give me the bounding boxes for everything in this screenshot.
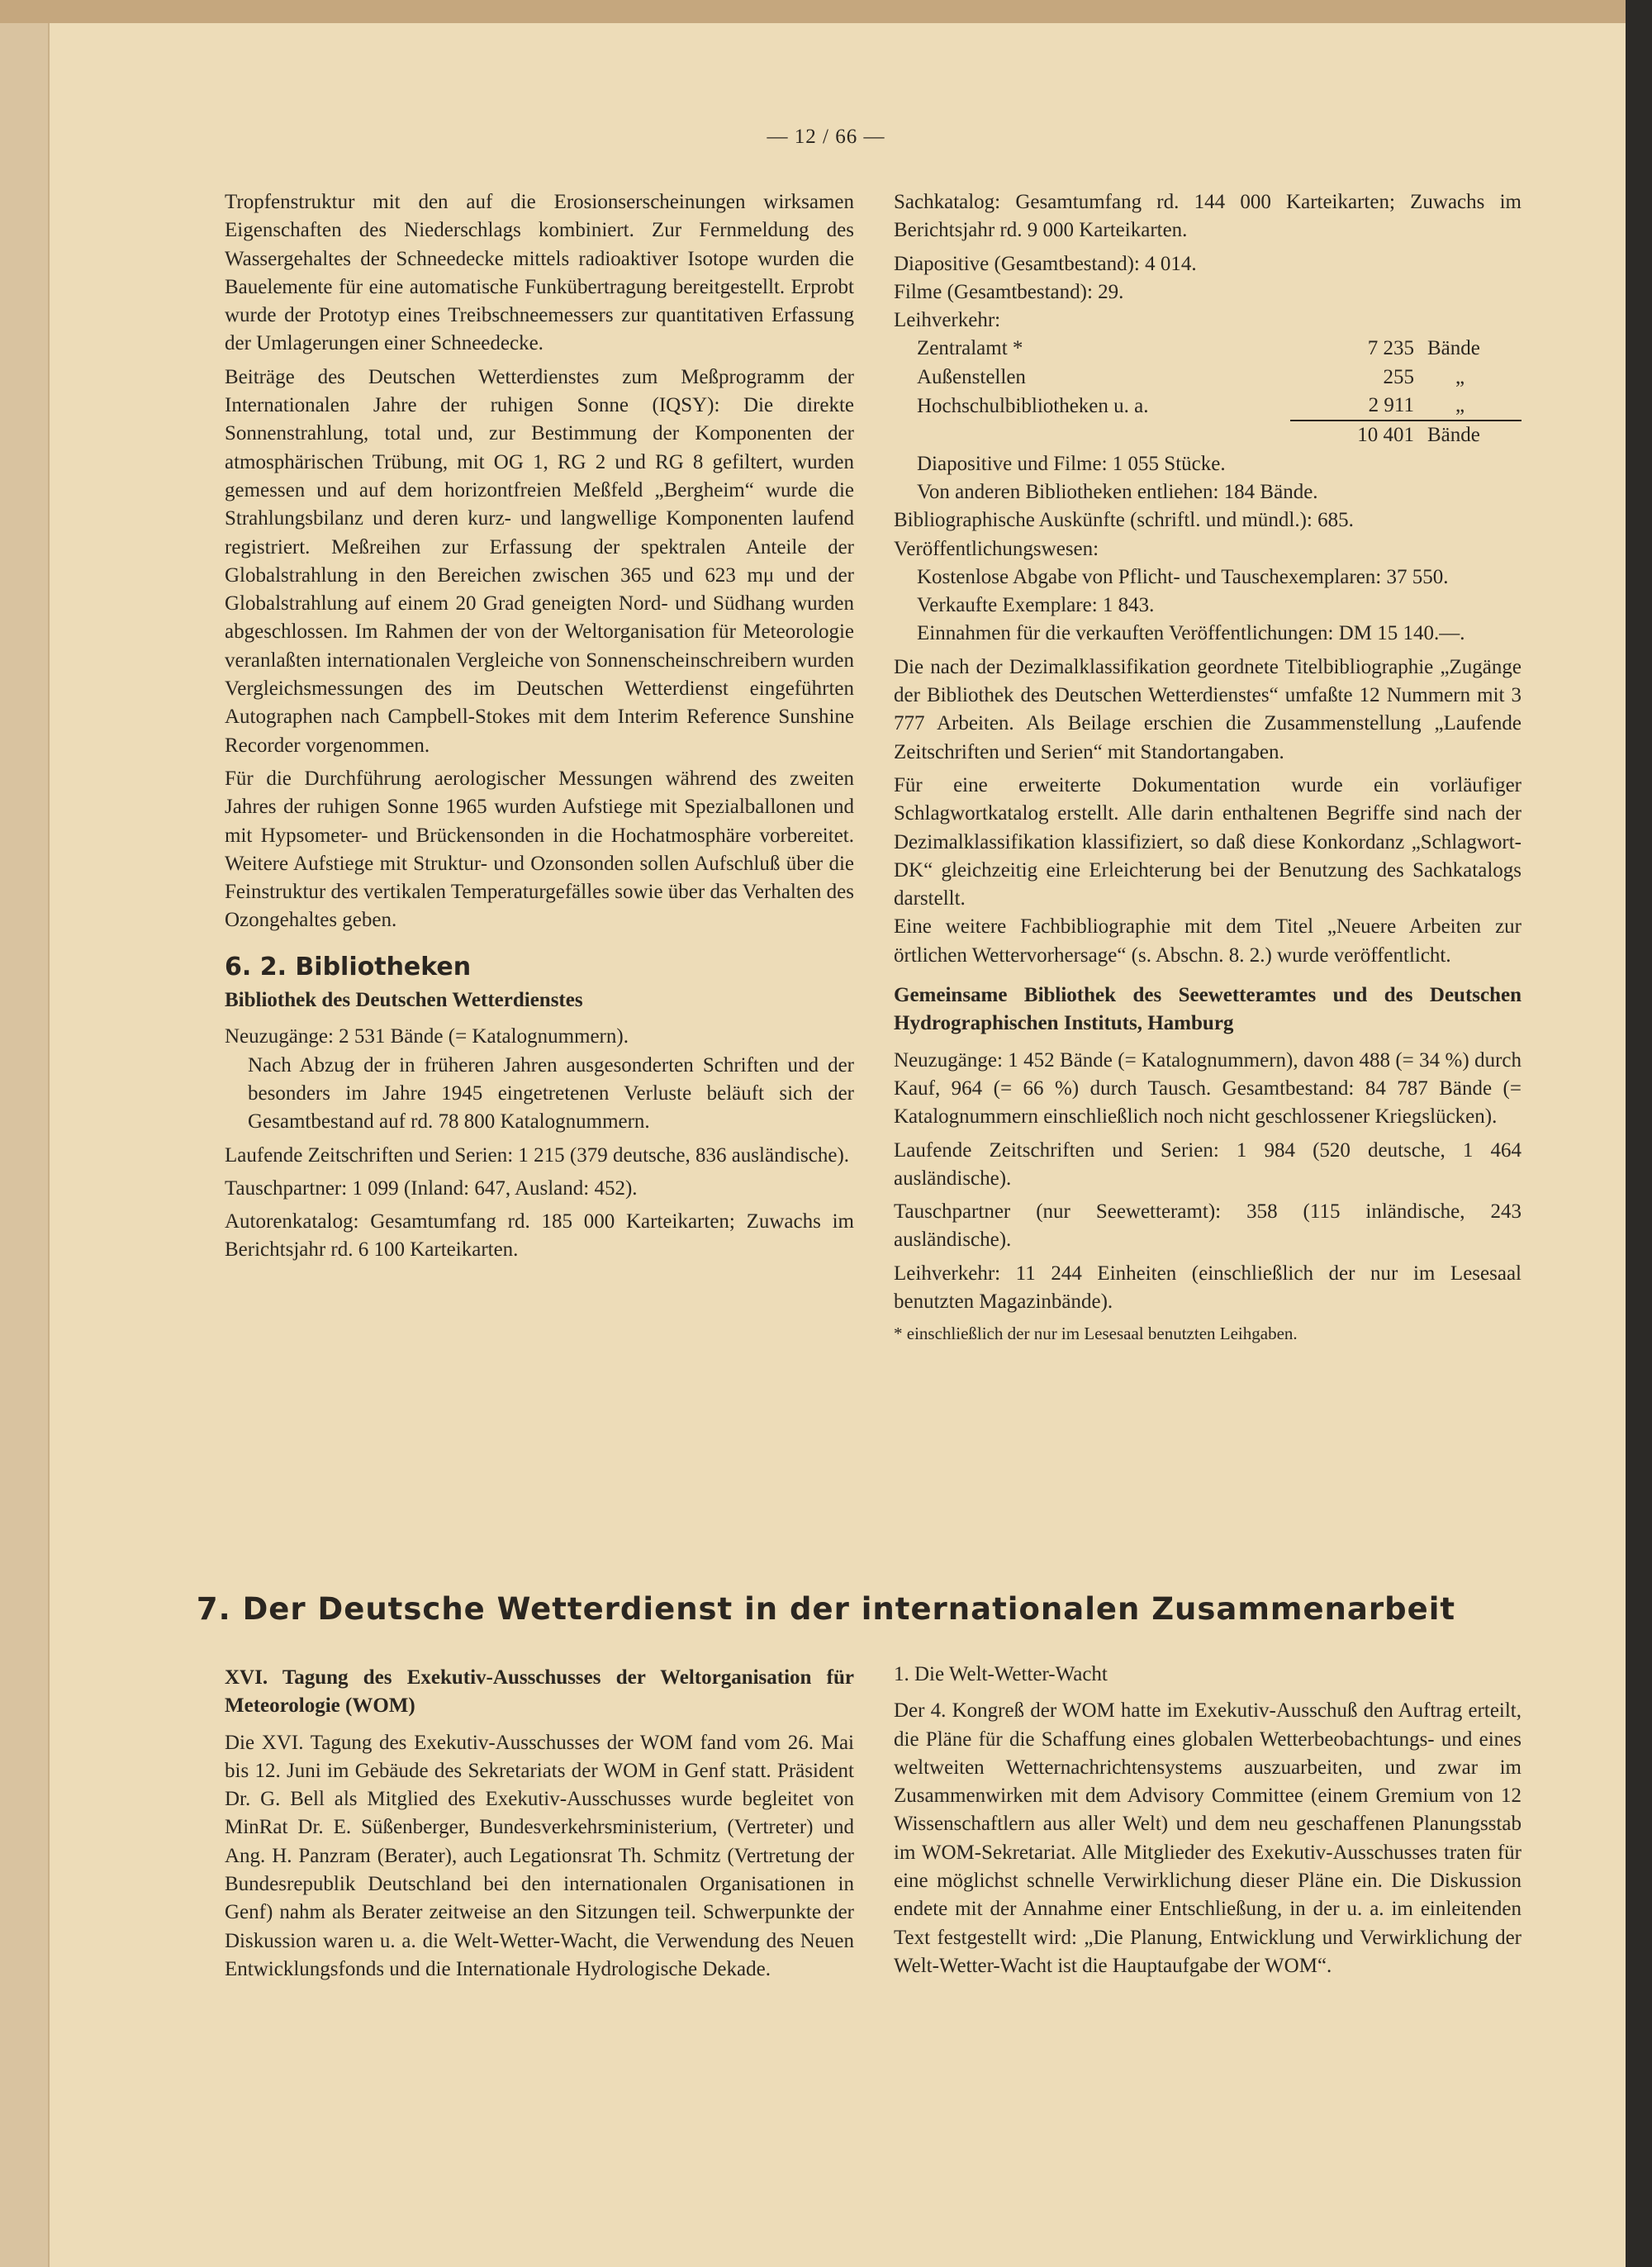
- stat-detail: Nach Abzug der in früheren Jahren ausgesonderten Schriften und der besonders im Jahre 1945 eingetretenen Verluste beläuft sich der Gesamtbestand auf rd. 78 800 Katalognummern.: [248, 1053, 854, 1134]
- paragraph: Tropfenstruktur mit den auf die Erosionserscheinungen wirksamen Eigenschaften des Niederschlags kombiniert. Zur Fernmeldung des Wassergehaltes der Schneedecke mittels radioaktiver Isotope wurden die Bauelemente für eine automatische Funkübertragung bereitgestellt. Erprobt wurde der Prototyp eines Treibschneemessers zur quantitativen Erfassung der Umlagerungen einer Schneedecke.: [225, 191, 854, 355]
- table-cell: 10 401: [1290, 421, 1427, 449]
- subsection-title: XVI. Tagung des Exekutiv-Ausschusses der Weltorganisation für Meteorologie (WOM): [225, 1666, 854, 1718]
- stat-line: Diapositive und Filme: 1 055 Stücke.: [917, 452, 1226, 475]
- stat-line: Neuzugänge: 2 531 Bände (= Katalognummern).: [225, 1025, 629, 1048]
- paragraph: Der 4. Kongreß der WOM hatte im Exekutiv-Ausschuß den Auftrag erteilt, die Pläne für die Schaffung eines globalen Wetterbeobachtungs- und eines weltweiten Wetternachrichtensystems auszuarbeiten, und zwar im Zusammenwirken mit dem Advisory Committee (einem Gremium von 12 Wissenschaftlern aus aller Welt) und dem neu geschaffenen Planungsstab im WOM-Sekretariat. Alle Mitglieder des Exekutiv-Ausschusses traten für eine möglichst schnelle Verwirklichung dieser Pläne ein. Die Diskussion endete mit der Annahme einer Entschließung, in der u. a. im einleitenden Text festgestellt wird: „Die Planung, Entwicklung und Verwirklichung der Welt-Wetter-Wacht ist die Hauptaufgabe der WOM“.: [894, 1699, 1521, 1977]
- stat-line: Bibliographische Auskünfte (schriftl. und mündl.): 685.: [894, 509, 1354, 532]
- paragraph: Beiträge des Deutschen Wetterdienstes zum Meßprogramm der Internationalen Jahre der ruhigen Sonne (IQSY): Die direkte Sonnenstrahlung, total und, zur Bestimmung der Komponenten der atmosphärischen Trübung, mit OG 1, RG 2 und RG 8 gefiltert, wurden gemessen und auf dem horizontfreien Meßfeld „Bergheim“ wurde die Strahlungsbilanz und deren kurz- und langwellige Komponenten laufend registriert. Meßreihen zur Erfassung der spektralen Anteile der Globalstrahlung in den Bereichen zwischen 365 und 623 mμ und der Globalstrahlung auf einem 20 Grad geneigten Nord- und Südhang wurden abgeschlossen. Im Rahmen der von der Weltorganisation für Meteorologie veranlaßten internationalen Vergleiche von Sonnenscheinschreibern wurden Vergleichsmessungen des im Deutschen Wetterdienst eingeführten Autographen nach Campbell-Stokes mit dem Interim Reference Sunshine Recorder vorgenommen.: [225, 365, 854, 757]
- stat-detail: Verkaufte Exemplare: 1 843.: [917, 594, 1155, 617]
- stat-detail: Kostenlose Abgabe von Pflicht- und Tauschexemplaren: 37 550.: [917, 565, 1449, 588]
- chapter-right-column: [894, 1661, 1521, 1985]
- stat-detail: Einnahmen für die verkauften Veröffentlichungen: DM 15 140.—.: [917, 622, 1465, 645]
- paragraph: Eine weitere Fachbibliographie mit dem Titel „Neuere Arbeiten zur örtlichen Wettervorhersage“ (s. Abschn. 8. 2.) wurde veröffentlicht.: [894, 915, 1521, 967]
- paragraph: Die XVI. Tagung des Exekutiv-Ausschusses der WOM fand vom 26. Mai bis 12. Juni im Gebäude des Sekretariats der WOM in Genf statt. Präsident Dr. G. Bell als Mitglied des Exekutiv-Ausschusses wurde begleitet von MinRat Dr. E. Süßenberger, Bundesverkehrsministerium, (Vertreter) und Ang. H. Panzram (Berater), auch Legationsrat Th. Schmitz (Vertretung der Bundesrepublik Deutschland bei den internationalen Organisationen in Genf) nahm als Berater zeitweise an den Sitzungen teil. Schwerpunkte der Diskussion waren u. a. die Welt-Wetter-Wacht, die Verwendung des Neuen Entwicklungsfonds und die Internationale Hydrologische Dekade.: [225, 1731, 854, 1980]
- stat-line: Von anderen Bibliotheken entliehen: 184 Bände.: [917, 480, 1318, 503]
- scan-top-edge: [0, 0, 1652, 23]
- stat-line: Laufende Zeitschriften und Serien: 1 984 (520 deutsche, 1 464 ausländische).: [894, 1138, 1521, 1190]
- table-cell: Zentralamt *: [917, 337, 1023, 360]
- subsection-title: 1. Die Welt-Wetter-Wacht: [894, 1663, 1108, 1685]
- stat-line: Tauschpartner: 1 099 (Inland: 647, Ausland: 452).: [225, 1176, 638, 1200]
- paragraph: Für eine erweiterte Dokumentation wurde ein vorläufiger Schlagwortkatalog erstellt. Alle darin enthaltenen Begriffe sind nach der Dezimalklassifikation klassifiziert, so daß diese Konkordanz „Schlagwort-DK“ gleichzeitig eine Erleichterung bei der Benutzung des Sachkatalogs darstellt.: [894, 773, 1521, 910]
- chapter-left-column: [225, 1661, 854, 1989]
- leihverkehr-table: [894, 335, 1521, 506]
- scan-right-edge: [1626, 0, 1652, 2267]
- subsection-title: Bibliothek des Deutschen Wetterdienstes: [225, 989, 583, 1012]
- table-row: [917, 364, 1521, 392]
- left-column: [225, 188, 854, 1270]
- stat-line: Diapositive (Gesamtbestand): 4 014.: [894, 252, 1197, 275]
- table-cell: „: [1455, 365, 1465, 388]
- chapter-title: 7. Der Deutsche Wetterdienst in der internationalen Zusammenarbeit: [196, 1591, 1456, 1627]
- table-cell: 2 911: [1368, 394, 1414, 417]
- stat-line: Veröffentlichungswesen:: [894, 537, 1099, 560]
- table-cell: Bände: [1427, 421, 1521, 449]
- stat-line: Laufende Zeitschriften und Serien: 1 215 (379 deutsche, 836 ausländische).: [225, 1143, 850, 1167]
- table-cell: Hochschulbibliotheken u. a.: [917, 394, 1149, 417]
- paragraph: Für die Durchführung aerologischer Messungen während des zweiten Jahres der ruhigen Sonne 1965 wurden Aufstiege mit Spezialballonen und mit Hypsometer- und Brückensonden in die Hochatmosphäre vorbereitet. Weitere Aufstiege mit Struktur- und Ozonsonden sollen Aufschluß über die Feinstruktur des vertikalen Temperaturgefälles sowie über das Verhalten des Ozongehaltes geben.: [225, 767, 854, 932]
- stat-line: Leihverkehr: 11 244 Einheiten (einschließlich der nur im Lesesaal benutzten Magazinbände).: [894, 1262, 1521, 1313]
- table-cell: Außenstellen: [917, 365, 1026, 388]
- table-cell: „: [1455, 394, 1465, 417]
- table-row: [917, 392, 1521, 421]
- table-total-row: [917, 421, 1521, 449]
- page-number: — 12 / 66 —: [767, 126, 885, 148]
- subsection-title: Gemeinsame Bibliothek des Seewetteramtes und des Deutschen Hydrographischen Instituts, Hamburg: [894, 984, 1521, 1035]
- table-cell: 255: [1383, 365, 1414, 388]
- right-column: [894, 188, 1521, 1353]
- stat-line: Leihverkehr:: [894, 309, 1001, 332]
- paragraph: Die nach der Dezimalklassifikation geordnete Titelbibliographie „Zugänge der Bibliothek des Deutschen Wetterdienstes“ umfaßte 12 Nummern mit 3 777 Arbeiten. Als Beilage erschien die Zusammenstellung „Laufende Zeitschriften und Serien“ mit Standortangaben.: [894, 655, 1521, 763]
- table-cell: Bände: [1427, 337, 1480, 360]
- stat-line: Tauschpartner (nur Seewetteramt): 358 (115 inländische, 243 ausländische).: [894, 1200, 1521, 1252]
- stat-line: Autorenkatalog: Gesamtumfang rd. 185 000 Karteikarten; Zuwachs im Berichtsjahr rd. 6 100 Karteikarten.: [225, 1210, 854, 1262]
- section-title: 6. 2. Bibliotheken: [225, 952, 472, 981]
- stat-line: Filme (Gesamtbestand): 29.: [894, 280, 1124, 303]
- table-row: [917, 335, 1521, 363]
- stat-line: Neuzugänge: 1 452 Bände (= Katalognummern), davon 488 (= 34 %) durch Kauf, 964 (= 66 %) durch Tausch. Gesamtbestand: 84 787 Bände (= Katalognummern einschließlich noch nicht geschlossener Kriegslücken).: [894, 1048, 1521, 1129]
- footnote: * einschließlich der nur im Lesesaal benutzten Leihgaben.: [894, 1324, 1298, 1344]
- stat-line: Sachkatalog: Gesamtumfang rd. 144 000 Karteikarten; Zuwachs im Berichtsjahr rd. 9 000 Karteikarten.: [894, 191, 1521, 242]
- table-cell: 7 235: [1367, 337, 1414, 360]
